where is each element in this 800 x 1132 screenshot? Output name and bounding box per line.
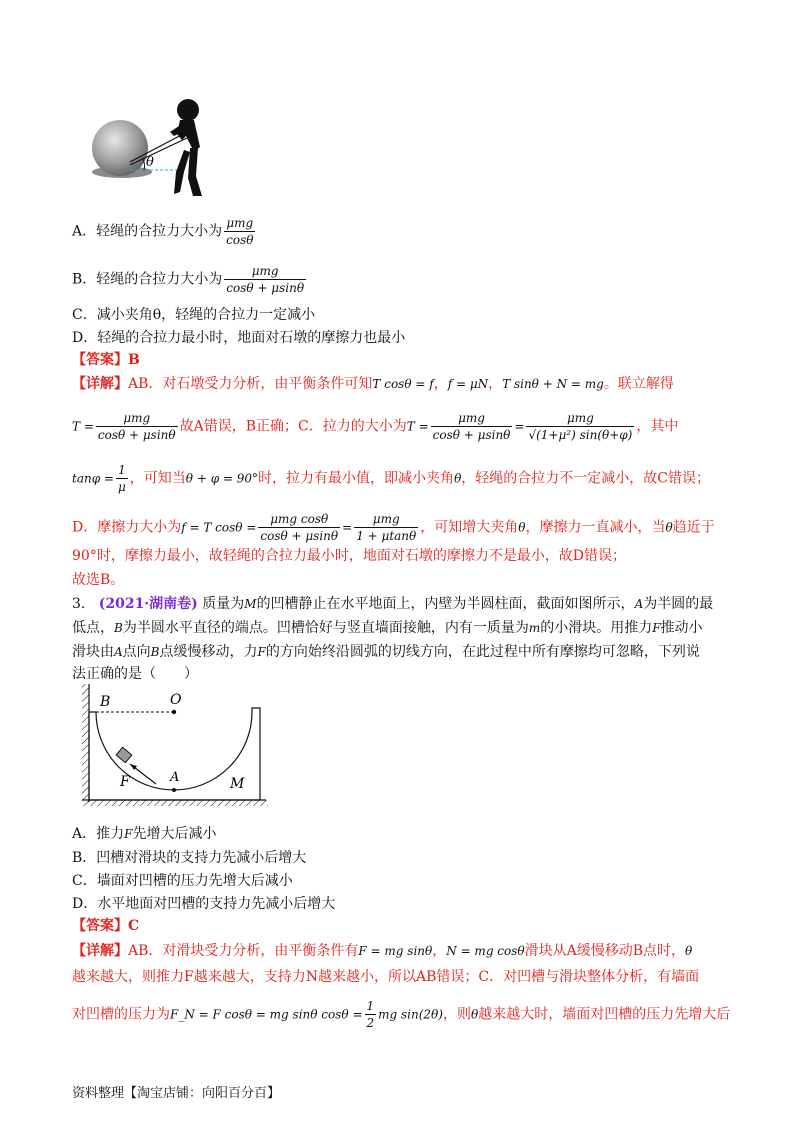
point-b-symbol: B <box>150 645 160 659</box>
q3-stem-line-3 <box>72 642 700 662</box>
option-a-text: A．推力 <box>72 826 125 842</box>
q2-detail-line-5: 90°时，摩擦力最小，故轻绳的合拉力最小时，地面对石墩的摩擦力不是最小，故D错误； <box>72 548 627 564</box>
separator: ， <box>433 376 448 392</box>
label-b: B <box>100 694 111 710</box>
point-a-symbol: A <box>634 597 644 611</box>
stem-text-3: 的小滑块。用推力 <box>540 620 653 636</box>
q3-stem-line-1 <box>72 594 713 614</box>
theta-symbol: θ <box>454 471 462 486</box>
detail-text-2: 时，拉力有最小值，即减小夹角 <box>258 470 455 487</box>
point-b-symbol: B <box>114 621 123 635</box>
option-b-text: B．轻绳的合拉力大小为 <box>72 271 223 288</box>
friction-numerator: μmg cosθ <box>258 511 340 528</box>
detail-text-end: ，其中 <box>636 418 679 435</box>
option-a-text: A．轻绳的合拉力大小为 <box>72 223 223 240</box>
stem-text-2: 为半圆水平直径的端点。凹槽恰好与竖直墙面接触，内有一质量为 <box>122 620 529 636</box>
stem-text-2: 的凹槽静止在水平地面上，内壁为半圆柱面，截面如图所示， <box>256 596 635 612</box>
equation-f-mg-sin: F = mg sinθ <box>358 944 433 958</box>
option-b-denominator: cosθ + μsinθ <box>226 281 305 295</box>
separator: ， <box>432 943 447 959</box>
friction-fraction-2 <box>354 511 418 544</box>
wall-force-equation: F_N = F cosθ = mg sinθ cosθ = <box>170 1007 363 1022</box>
t-fraction-2 <box>431 410 513 443</box>
stem-text-3: 为半圆的最 <box>643 596 714 612</box>
theta-symbol: θ <box>518 520 526 535</box>
option-b <box>72 263 308 296</box>
option-a-denominator: cosθ <box>226 233 254 247</box>
t-fraction <box>96 410 178 443</box>
t-denominator-2: cosθ + μsinθ <box>432 428 511 442</box>
half-fraction <box>365 998 377 1031</box>
question-number: 3. <box>72 596 86 612</box>
angle-sum: θ + φ = 90° <box>185 471 259 486</box>
option-a-text-2: 先增大后减小 <box>132 826 217 842</box>
force-f-symbol: F <box>652 621 661 635</box>
stone-ball <box>92 120 148 176</box>
detail-text-2: ，则 <box>442 1006 471 1023</box>
equation-t-sin: T sinθ + N = mg <box>502 377 604 391</box>
q2-detail-line-6: 故选B。 <box>72 572 125 588</box>
detail-text-3: 越来越大时，墙面对凹槽的压力先增大后 <box>478 1006 731 1023</box>
half-numerator: 1 <box>366 999 375 1013</box>
equals-sign: = <box>342 520 353 535</box>
q3-option-b: B．凹槽对滑块的支持力先减小后增大 <box>72 850 307 866</box>
detail-text: 故A错误，B正确；C．拉力的大小为 <box>179 418 407 435</box>
t-numerator: μmg <box>96 410 178 427</box>
question-source: (2021·湖南卷) <box>98 596 198 612</box>
q3-answer: 【答案】C <box>72 918 140 934</box>
stem-text-2: 点向 <box>122 644 151 660</box>
stem-text-4: 推动小 <box>660 620 703 636</box>
label-m: M <box>230 776 245 792</box>
detail-text: ，可知当 <box>129 470 186 487</box>
option-a <box>72 215 257 248</box>
stem-text: 低点， <box>72 620 114 636</box>
q2-answer: 【答案】B <box>72 352 140 368</box>
wall-hatching <box>82 684 89 802</box>
stone-pulling-figure <box>82 92 222 204</box>
point-a-symbol: A <box>114 645 123 659</box>
friction-numerator-2: μmg <box>354 511 418 528</box>
sin-two-theta: mg sin(2θ) <box>378 1007 443 1022</box>
stem-text: 滑块由 <box>72 644 114 660</box>
detail-text-2: ，可知增大夹角 <box>420 519 519 536</box>
tan-phi: tanφ = <box>72 471 114 486</box>
option-c: C．减小夹角θ，轻绳的合拉力一定减小 <box>72 307 316 323</box>
q2-detail-line-3 <box>72 462 710 495</box>
person-silhouette <box>170 99 202 196</box>
detail-label: 【详解】 <box>72 376 128 392</box>
t-denominator-3: √(1+μ²) sin(θ+φ) <box>528 428 633 442</box>
slider-block <box>116 747 132 762</box>
t-denominator: cosθ + μsinθ <box>97 428 176 442</box>
tan-numerator: 1 <box>116 462 128 479</box>
q3-option-a <box>72 824 216 844</box>
friction-denominator: cosθ + μsinθ <box>260 529 339 543</box>
label-f: F <box>120 774 130 790</box>
equation-n-mg-cos: N = mg cosθ <box>446 944 525 958</box>
t-equals: T = <box>72 419 94 434</box>
detail-text: AB．对滑块受力分析，由平衡条件有 <box>128 943 359 959</box>
equals-sign: = <box>514 419 525 434</box>
friction-equation: f = T cosθ = <box>181 520 257 535</box>
q3-detail-line-1 <box>72 941 692 961</box>
label-o: O <box>170 692 182 708</box>
mass-m-symbol: M <box>244 597 257 611</box>
tan-denominator: μ <box>117 480 126 494</box>
q3-option-d: D．水平地面对凹槽的支持力先减小后增大 <box>72 896 336 912</box>
angle-theta-label: θ <box>146 155 154 170</box>
q2-detail-line-2 <box>72 410 678 443</box>
q2-detail-line-1 <box>72 374 674 394</box>
force-f-symbol: F <box>124 827 133 841</box>
friction-fraction <box>258 511 340 544</box>
equation-t-cos: T cosθ = f <box>372 377 434 391</box>
force-f-symbol: F <box>257 645 266 659</box>
option-d: D．轻绳的合拉力最小时，地面对石墩的摩擦力也最小 <box>72 330 406 346</box>
center-o-dot <box>172 710 176 714</box>
groove-figure <box>78 684 268 808</box>
t-numerator-2: μmg <box>431 410 513 427</box>
option-b-fraction <box>224 263 306 296</box>
theta-symbol-2: θ <box>665 520 673 535</box>
ground-hatching <box>82 800 268 806</box>
tan-fraction <box>116 462 128 495</box>
equation-f-mu-n: f = μN <box>447 377 489 391</box>
stem-text-3: 点缓慢移动，力 <box>159 644 258 660</box>
theta-symbol: θ <box>470 1007 479 1022</box>
q3-stem-line-2 <box>72 618 703 638</box>
option-b-numerator: μmg <box>224 263 306 280</box>
detail-text-3: ，摩擦力一直减小，当 <box>525 519 666 536</box>
stem-text: 质量为 <box>202 596 245 612</box>
t-fraction-3 <box>526 410 634 443</box>
detail-text: AB．对石墩受力分析，由平衡条件可知 <box>128 376 373 392</box>
stem-text-4: 的方向始终沿圆弧的切线方向，在此过程中所有摩擦均可忽略，下列说 <box>265 644 700 660</box>
q3-detail-line-3 <box>72 998 730 1031</box>
detail-text-3: ，轻绳的合拉力不一定减小，故C错误； <box>461 470 711 487</box>
detail-text: D．摩擦力大小为 <box>72 519 182 536</box>
q3-stem-line-4: 法正确的是（ ） <box>72 666 198 682</box>
option-a-fraction <box>224 215 255 248</box>
theta-symbol: θ <box>685 944 693 958</box>
t-equals-2: T = <box>406 419 429 434</box>
friction-denominator-2: 1 + μtanθ <box>356 529 417 543</box>
point-a-dot <box>172 788 176 792</box>
separator-2: ， <box>488 376 503 392</box>
detail-text-2: 滑块从A缓慢移动B点时， <box>524 943 686 959</box>
page-footer: 资料整理【淘宝店铺：向阳百分百】 <box>72 1086 281 1101</box>
q2-detail-line-4 <box>72 511 715 544</box>
label-a: A <box>170 770 180 785</box>
mass-small-m-symbol: m <box>528 621 541 635</box>
q3-detail-line-2: 越来越大，则推力F越来越大，支持力N越来越小，所以AB错误；C．对凹槽与滑块整体分析，有墙面 <box>72 969 700 985</box>
q3-option-c: C．墙面对凹槽的压力先增大后减小 <box>72 873 293 889</box>
detail-label: 【详解】 <box>72 943 128 959</box>
detail-text-end: 。联立解得 <box>603 376 674 392</box>
half-denominator: 2 <box>366 1016 375 1030</box>
t-numerator-3: μmg <box>526 410 634 427</box>
option-a-numerator: μmg <box>224 215 255 232</box>
detail-text-4: 趋近于 <box>672 519 715 536</box>
detail-text: 对凹槽的压力为 <box>72 1006 170 1023</box>
